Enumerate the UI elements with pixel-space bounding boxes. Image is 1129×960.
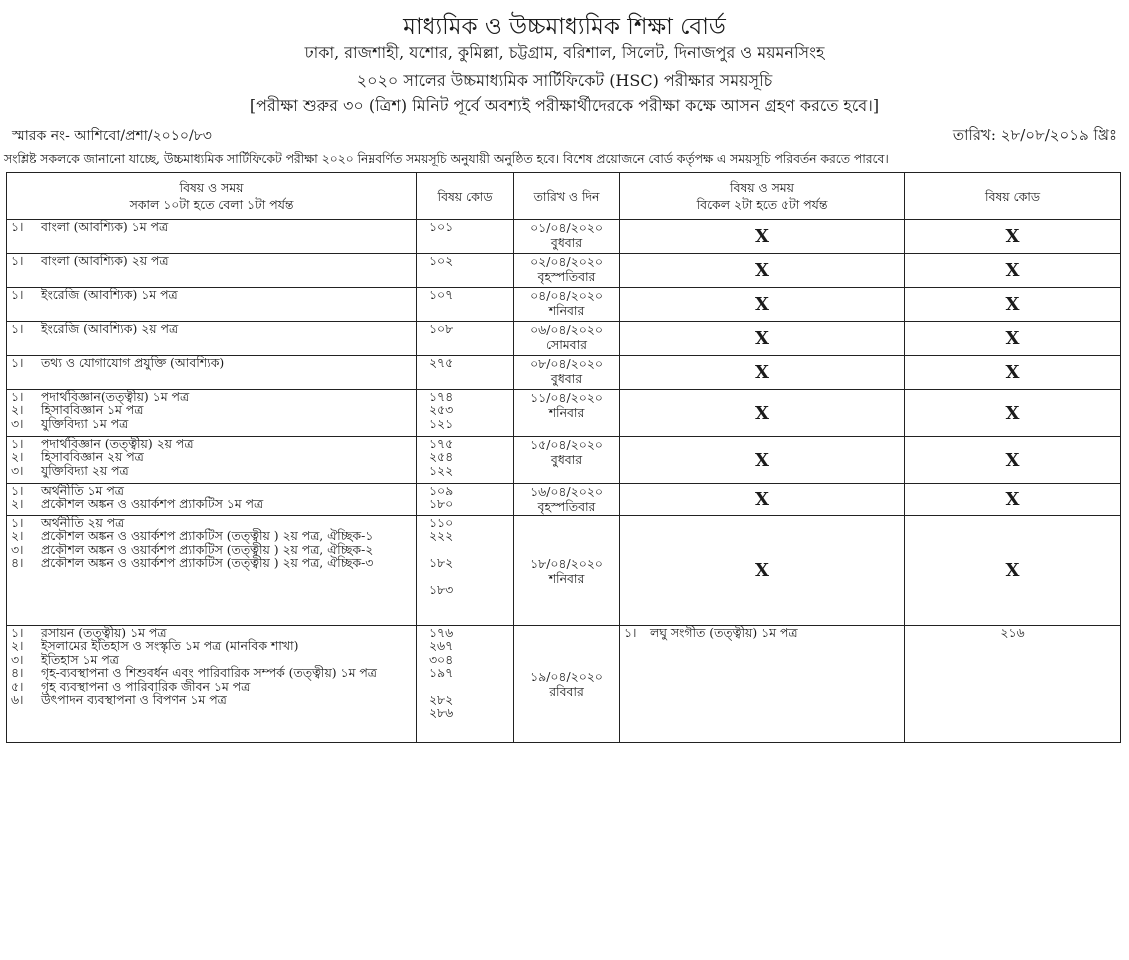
afternoon-code-cell: X — [905, 254, 1121, 288]
subject-name: হিসাববিজ্ঞান ১ম পত্র — [41, 402, 144, 418]
subject-code-cell — [417, 437, 514, 484]
subject-code-cell — [417, 516, 514, 626]
subject-code: ১০৭ — [429, 287, 454, 302]
subject-code: ১০৯ — [429, 483, 454, 498]
exam-date: ০১/০৪/২০২০ — [530, 220, 603, 235]
subject-name: তথ্য ও যোগাযোগ প্রযুক্তি (আবশ্যিক) — [41, 355, 225, 370]
exam-day: শনিবার — [548, 570, 585, 586]
subject-number: ২। — [11, 528, 24, 544]
subject-code: ২৮৬ — [429, 705, 454, 721]
subject-name: ইংরেজি (আবশ্যিক) ১ম পত্র — [41, 287, 178, 302]
morning-subjects-cell — [7, 390, 417, 437]
afternoon-subject-item — [620, 626, 904, 639]
morning-subjects-cell — [7, 356, 417, 390]
exam-instruction: [পরীক্ষা শুরুর ৩০ (ত্রিশ) মিনিট পূর্বে অবশ্যই পরীক্ষার্থীদেরকে পরীক্ষা কক্ষে আসন গ্রহণ করতে হবে।] — [249, 96, 880, 115]
afternoon-subject-cell: X — [620, 288, 905, 322]
subject-code: ১০৮ — [429, 321, 454, 336]
afternoon-subject-cell: X — [620, 437, 905, 484]
morning-subjects-cell — [7, 220, 417, 254]
subject-item — [7, 543, 416, 556]
issue-date: তারিখ: ২৮/০৮/২০১৯ খ্রিঃ — [952, 126, 1117, 144]
date-day-cell — [514, 516, 620, 626]
subject-item — [7, 626, 416, 639]
subject-code-cell — [417, 390, 514, 437]
subject-name: উৎপাদন ব্যবস্থাপনা ও বিপণন ১ম পত্র — [41, 692, 227, 708]
afternoon-subject-cell: X — [620, 322, 905, 356]
afternoon-subject-name: লঘু সংগীত (তত্ত্বীয়) ১ম পত্র — [650, 625, 798, 640]
afternoon-subject-code: ২১৬ — [1000, 625, 1025, 640]
subject-number: ৩। — [11, 415, 24, 431]
subject-item — [7, 356, 416, 369]
subject-item — [7, 403, 416, 416]
subject-code: ১৯৭ — [429, 665, 454, 681]
exam-date: ০২/০৪/২০২০ — [530, 254, 603, 269]
subject-number: ১। — [11, 287, 24, 302]
subject-code: ২৭৫ — [429, 355, 454, 370]
districts-line: ঢাকা, রাজশাহী, যশোর, কুমিল্লা, চট্টগ্রাম, বরিশাল, সিলেট, দিনাজপুর ও ময়মনসিংহ — [304, 43, 825, 62]
schedule-body — [7, 220, 1121, 743]
date-day-cell — [514, 626, 620, 743]
table-row — [7, 390, 1121, 437]
subject-item — [7, 288, 416, 301]
subject-item — [7, 220, 416, 233]
subject-name: অর্থনীতি ১ম পত্র — [41, 483, 124, 498]
subject-item — [7, 680, 416, 693]
subject-item — [7, 639, 416, 652]
afternoon-subject-cell — [620, 626, 905, 743]
table-row — [7, 437, 1121, 484]
subject-code: ২৫৪ — [429, 449, 454, 465]
exam-day: বৃহস্পতিবার — [537, 499, 596, 514]
subject-code-header: বিষয় কোড — [417, 173, 514, 220]
subject-name: গৃহ ব্যবস্থাপনা ও পারিবারিক জীবন ১ম পত্র — [41, 678, 251, 694]
subject-name: পদার্থবিজ্ঞান (তত্ত্বীয়) ২য় পত্র — [41, 436, 194, 451]
subject-code: ১১০ — [429, 515, 454, 530]
morning-subjects-cell — [7, 484, 417, 516]
exam-date: ১১/০৪/২০২০ — [530, 390, 603, 405]
subject-item — [7, 529, 416, 542]
subject-code: ১৭৫ — [429, 436, 454, 451]
subject-code: ১৮২ — [429, 555, 454, 571]
afternoon-subject-cell: X — [620, 220, 905, 254]
subject-number: ১। — [11, 483, 24, 498]
subject-code: ২৬৭ — [429, 638, 454, 654]
table-row — [7, 516, 1121, 626]
date-day-cell — [514, 288, 620, 322]
subject-code: ১০১ — [429, 219, 454, 234]
afternoon-subject-number: ১। — [624, 625, 637, 640]
exam-day: বুধবার — [550, 452, 583, 467]
subject-number: ১। — [11, 389, 24, 404]
subject-number: ৪। — [11, 665, 24, 681]
afternoon-code-cell: X — [905, 484, 1121, 516]
subject-number: ১। — [11, 625, 24, 640]
subject-item — [7, 464, 416, 477]
morning-subjects-cell — [7, 322, 417, 356]
subject-code-cell — [417, 254, 514, 288]
subject-code-cell — [417, 220, 514, 254]
subject-number: ৫। — [11, 678, 24, 694]
subject-number: ২। — [11, 638, 24, 654]
morning-subjects-cell — [7, 516, 417, 626]
afternoon-subject-cell: X — [620, 254, 905, 288]
date-day-cell — [514, 390, 620, 437]
morning-subjects-cell — [7, 254, 417, 288]
subject-number: ৩। — [11, 541, 24, 557]
afternoon-subject-cell: X — [620, 484, 905, 516]
subject-item — [7, 322, 416, 335]
date-day-cell — [514, 356, 620, 390]
subject-number: ২। — [11, 449, 24, 465]
exam-date: ০৮/০৪/২০২০ — [530, 356, 603, 371]
subject-number: ২। — [11, 402, 24, 418]
date-day-cell — [514, 484, 620, 516]
subject-number: ১। — [11, 436, 24, 451]
afternoon-code-cell: X — [905, 356, 1121, 390]
subject-code: ১৭৪ — [429, 389, 454, 404]
board-title: মাধ্যমিক ও উচ্চমাধ্যমিক শিক্ষা বোর্ড — [403, 14, 726, 40]
afternoon-code-cell: X — [905, 322, 1121, 356]
subject-code-cell — [417, 484, 514, 516]
subject-number: ২। — [11, 496, 24, 512]
table-row — [7, 288, 1121, 322]
subject-number: ৪। — [11, 555, 24, 571]
table-row — [7, 484, 1121, 516]
subject-code-cell — [417, 322, 514, 356]
table-row — [7, 322, 1121, 356]
subject-code: ২২২ — [429, 528, 454, 544]
date-day-cell — [514, 220, 620, 254]
subject-number: ১। — [11, 253, 24, 268]
subject-number: ১। — [11, 219, 24, 234]
subject-name: রসায়ন (তত্ত্বীয়) ১ম পত্র — [41, 625, 167, 640]
subject-name: ইতিহাস ১ম পত্র — [41, 651, 119, 667]
afternoon-subject-cell: X — [620, 356, 905, 390]
exam-date: ১৫/০৪/২০২০ — [530, 437, 603, 452]
subject-name: অর্থনীতি ২য় পত্র — [41, 515, 125, 530]
subject-code-cell — [417, 356, 514, 390]
subject-name: ইসলামের ইতিহাস ও সংস্কৃতি ১ম পত্র (মানবিক শাখা) — [41, 638, 299, 654]
subject-number: ১। — [11, 355, 24, 370]
date-day-cell — [514, 322, 620, 356]
subject-item — [7, 497, 416, 510]
afternoon-code-cell: X — [905, 220, 1121, 254]
subject-number: ৬। — [11, 692, 24, 708]
afternoon-subject-header: বিষয় ও সময় বিকেল ২টা হতে ৫টা পর্যন্ত — [620, 173, 905, 220]
table-header-row — [7, 173, 1121, 220]
table-row — [7, 356, 1121, 390]
subject-item — [7, 437, 416, 450]
subject-item — [7, 254, 416, 267]
subject-number: ৩। — [11, 651, 24, 667]
subject-name: হিসাববিজ্ঞান ২য় পত্র — [41, 449, 144, 465]
notice-text: সংশ্লিষ্ট সকলকে জানানো যাচ্ছে, উচ্চমাধ্যমিক সার্টিফিকেট পরীক্ষা ২০২০ নিম্নবর্ণিত সময়সূচি অনুযায়ী অনুষ্ঠিত হবে। বিশেষ প্রয়োজনে বোর্ড কর্তৃপক্ষ এ সময়সূচি পরিবর্তন করতে পারবে। — [4, 152, 889, 166]
afternoon-subject-cell: X — [620, 390, 905, 437]
date-day-header: তারিখ ও দিন — [514, 173, 620, 220]
schedule-table — [6, 172, 1121, 743]
subject-item — [7, 484, 416, 497]
subject-code: ২৫৩ — [429, 402, 454, 418]
subject-item — [7, 653, 416, 666]
exam-day: শনিবার — [548, 405, 585, 420]
subject-name: গৃহ-ব্যবস্থাপনা ও শিশুবর্ধন এবং পারিবারিক সম্পর্ক (তত্ত্বীয়) ১ম পত্র — [41, 665, 377, 681]
subject-number: ১। — [11, 321, 24, 336]
subject-item — [7, 450, 416, 463]
exam-date: ০৬/০৪/২০২০ — [530, 322, 603, 337]
table-row — [7, 220, 1121, 254]
exam-date: ১৯/০৪/২০২০ — [530, 669, 603, 684]
exam-day: বৃহস্পতিবার — [537, 269, 596, 284]
subject-item — [7, 417, 416, 430]
subject-name: প্রকৌশল অঙ্কন ও ওয়ার্কশপ প্র্যাকটিস (তত্ত্বীয় ) ২য় পত্র, ঐচ্ছিক-৩ — [41, 555, 374, 571]
subject-code: ১০২ — [429, 253, 454, 268]
morning-subjects-cell — [7, 288, 417, 322]
subject-number: ১। — [11, 515, 24, 530]
table-row — [7, 254, 1121, 288]
subject-name: বাংলা (আবশ্যিক) ২য় পত্র — [41, 253, 169, 268]
afternoon-code-cell: X — [905, 390, 1121, 437]
afternoon-code-header: বিষয় কোড — [905, 173, 1121, 220]
afternoon-code-cell — [905, 626, 1121, 743]
afternoon-subject-cell: X — [620, 516, 905, 626]
subject-name: যুক্তিবিদ্যা ২য় পত্র — [41, 462, 129, 478]
subject-code: ২৮২ — [429, 692, 454, 708]
subject-code: ১৭৬ — [429, 625, 454, 640]
exam-day: সোমবার — [546, 337, 587, 352]
afternoon-code-cell: X — [905, 437, 1121, 484]
afternoon-code-cell: X — [905, 516, 1121, 626]
subject-code: ৩০৪ — [429, 651, 454, 667]
exam-day: বুধবার — [550, 371, 583, 386]
morning-subject-header: বিষয় ও সময় সকাল ১০টা হতে বেলা ১টা পর্যন্ত — [7, 173, 417, 220]
exam-date: ১৬/০৪/২০২০ — [530, 484, 603, 499]
memo-number: স্মারক নং- আশিবো/প্রশা/২০১০/৮৩ — [12, 128, 212, 144]
subject-code-cell — [417, 288, 514, 322]
subject-code: ১২১ — [429, 415, 454, 431]
subject-item — [7, 693, 416, 706]
exam-day: শনিবার — [548, 303, 585, 318]
morning-subjects-cell — [7, 626, 417, 743]
exam-day: বুধবার — [550, 235, 583, 250]
subject-name: বাংলা (আবশ্যিক) ১ম পত্র — [41, 219, 169, 234]
subject-code: ১৮০ — [429, 496, 454, 512]
date-day-cell — [514, 254, 620, 288]
exam-date: ১৮/০৪/২০২০ — [530, 555, 603, 571]
subject-name: যুক্তিবিদ্যা ১ম পত্র — [41, 415, 129, 431]
table-row — [7, 626, 1121, 743]
subject-name: প্রকৌশল অঙ্কন ও ওয়ার্কশপ প্র্যাকটিস ১ম পত্র — [41, 496, 264, 512]
subject-code: ১২২ — [429, 462, 454, 478]
subject-code-cell — [417, 626, 514, 743]
subject-name: প্রকৌশল অঙ্কন ও ওয়ার্কশপ প্র্যাকটিস (তত্ত্বীয় ) ২য় পত্র, ঐচ্ছিক-২ — [41, 541, 374, 557]
subject-name: পদার্থবিজ্ঞান(তত্ত্বীয়) ১ম পত্র — [41, 389, 190, 404]
subject-name: ইংরেজি (আবশ্যিক) ২য় পত্র — [41, 321, 179, 336]
exam-day: রবিবার — [549, 684, 584, 699]
subject-number: ৩। — [11, 462, 24, 478]
morning-subjects-cell — [7, 437, 417, 484]
subject-name: প্রকৌশল অঙ্কন ও ওয়ার্কশপ প্র্যাকটিস (তত্ত্বীয় ) ২য় পত্র, ঐচ্ছিক-১ — [41, 528, 374, 544]
date-day-cell — [514, 437, 620, 484]
subject-item — [7, 556, 416, 569]
afternoon-code-cell: X — [905, 288, 1121, 322]
subject-item — [7, 390, 416, 403]
subject-item — [7, 516, 416, 529]
subject-item — [7, 666, 416, 679]
subject-code: ১৮৩ — [429, 582, 454, 597]
exam-schedule-title: ২০২০ সালের উচ্চমাধ্যমিক সার্টিফিকেট (HSC) পরীক্ষার সময়সূচি — [356, 71, 773, 90]
exam-date: ০৪/০৪/২০২০ — [530, 288, 603, 303]
